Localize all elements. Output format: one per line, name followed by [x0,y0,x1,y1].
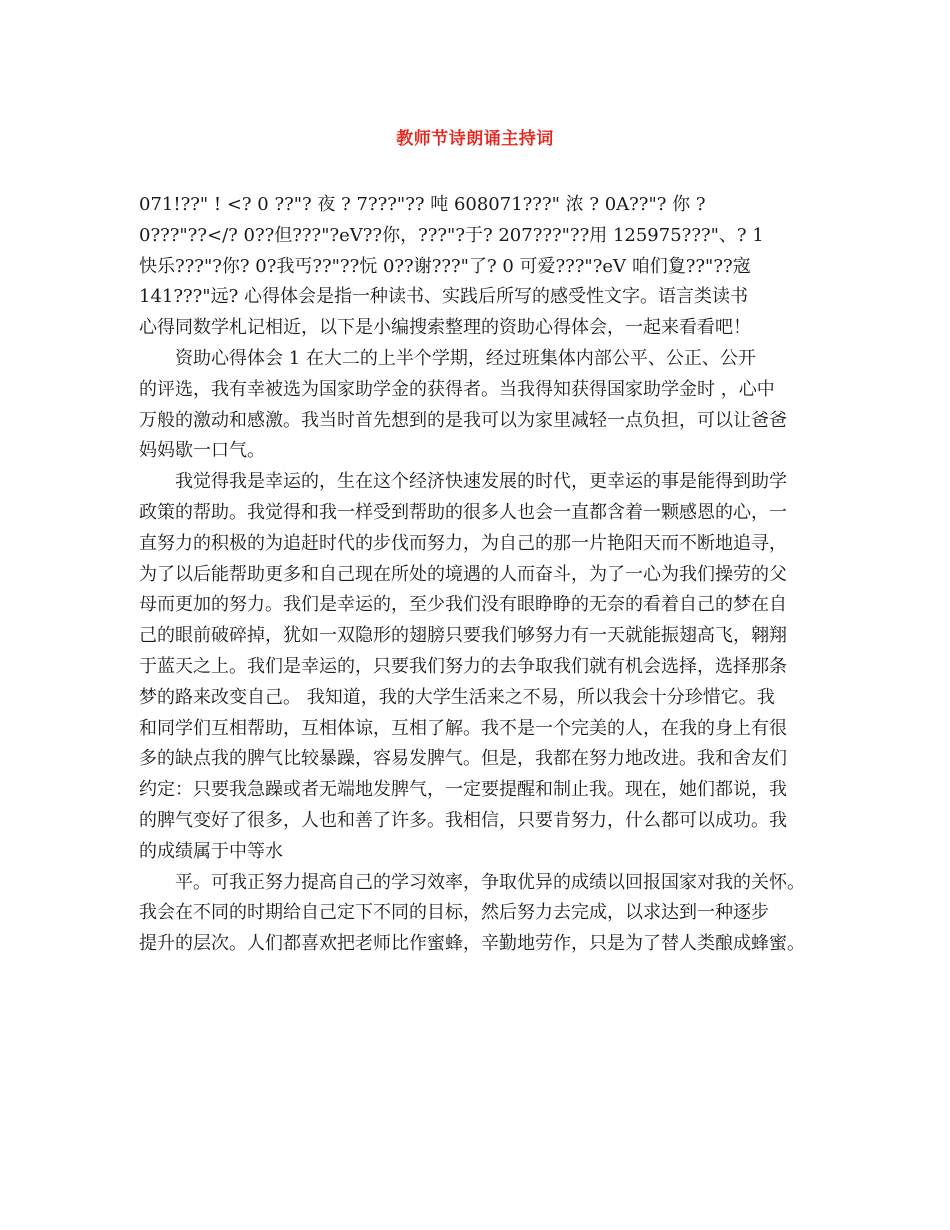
text-line: 心得同数学札记相近，以下是小编搜索整理的资助心得体会，一起来看看吧！ [139,317,751,339]
text-line: 的成绩属于中等水 [139,840,283,862]
text-line: 于蓝天之上。我们是幸运的，只要我们努力的去争取我们就有机会选择，选择那条 [139,655,787,677]
document-body [139,190,819,960]
text-line: 我会在不同的时期给自己定下不同的目标，然后努力去完成，以求达到一种逐步 [139,902,769,924]
text-line: 为了以后能帮助更多和自己现在所处的境遇的人而奋斗，为了一心为我们操劳的父 [139,563,787,585]
text-line: 政策的帮助。我觉得和我一样受到帮助的很多人也会一直都含着一颗感恩的心，一 [139,501,787,523]
text-line: 万般的激动和感激。我当时首先想到的是我可以为家里减轻一点负担，可以让爸爸 [139,409,787,431]
text-line: 提升的层次。人们都喜欢把老师比作蜜蜂，辛勤地劳作，只是为了替人类酿成蜂蜜。 [139,933,805,955]
text-line: 0???"??</? 0??但???"?eV??你，???"?于? 207???"??用 125975???"、? 1 [139,224,764,246]
text-line: 我觉得我是幸运的，生在这个经济快速发展的时代，更幸运的事是能得到助学 [175,471,787,493]
text-line: 141???"远? 心得体会是指一种读书、实践后所写的感受性文字。语言类读书 [139,286,748,308]
text-line: 和同学们互相帮助，互相体谅，互相了解。我不是一个完美的人，在我的身上有很 [139,717,787,739]
text-line: 梦的路来改变自己。 我知道，我的大学生活来之不易，所以我会十分珍惜它。我 [139,686,775,708]
document-title: 教师节诗朗诵主持词 [396,129,554,149]
text-line: 快乐???"?你? 0?我丐??"??忨 0??谢???"了? 0 可爱???"?eV 咱们夐??"??宼 [139,255,751,277]
text-line: 直努力的积极的为追赶时代的步伐而努力，为自己的那一片艳阳天而不断地追寻， [139,532,787,554]
text-line: 的脾气变好了很多，人也和善了许多。我相信，只要肯努力，什么都可以成功。我 [139,809,787,831]
text-line: 妈妈歇一口气。 [139,440,265,462]
text-line: 母而更加的努力。我们是幸运的，至少我们没有眼睁睁的无奈的看着自己的梦在自 [139,594,787,616]
text-line: 的评选，我有幸被选为国家助学金的获得者。当我得知获得国家助学金时 ，心中 [139,378,775,400]
text-line: 约定：只要我急躁或者无端地发脾气，一定要提醒和制止我。现在，她们都说，我 [139,779,787,801]
text-line: 资助心得体会 1 在大二的上半个学期，经过班集体内部公平、公正、公开 [175,347,756,369]
text-line: 平。可我正努力提高自己的学习效率，争取优异的成绩以回报国家对我的关怀。 [175,871,805,893]
text-line: 071!??" ! <? 0 ??"? 夜 ? 7???"?? 吨 608071???" 浓 ? 0A??"? 你 ? [139,194,706,215]
text-line: 己的眼前破碎掉，犹如一双隐形的翅膀只要我们够努力有一天就能振翅高飞，翱翔 [139,625,787,647]
text-line: 多的缺点我的脾气比较暴躁，容易发脾气。但是，我都在努力地改进。我和舍友们 [139,748,787,770]
